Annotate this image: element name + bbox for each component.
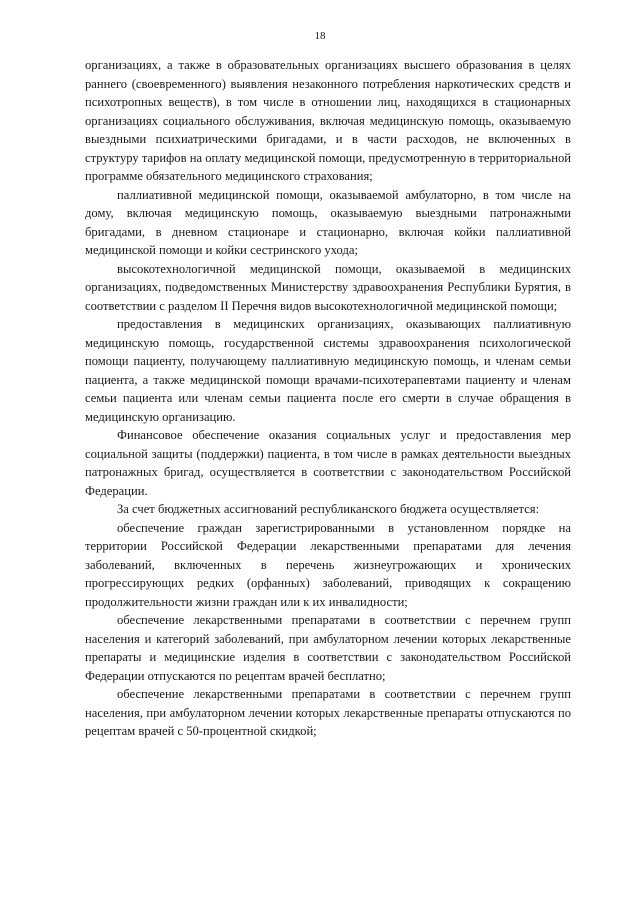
paragraph-social-services-financing: Финансовое обеспечение оказания социальных услуг и предоставления мер социальной защиты (поддержки) пациента, в том числе в рамках деятельности выездных патронажных бригад, осуществляется в соответствии с законодательством Российской Федерации.: [85, 428, 571, 498]
paragraph-continued: организациях, а также в образовательных организациях высшего образования в целях раннего (своевременного) выявления незаконного потребления наркотических средств и психотропных веществ), в том числе в отношении лиц, находящихся в стационарных организациях социального обслуживания, включая медицинскую помощь, оказываемую выездными психиатрическими бригадами, и в части расходов, не включенных в структуру тарифов на оплату медицинской помощи, предусмотренную в территориальной программе обязательного медицинского страхования;: [85, 58, 571, 183]
paragraph-orphan-diseases: обеспечение граждан зарегистрированными в установленном порядке на территории Российской Федерации лекарственными препаратами для лечения заболеваний, включенных в перечень жизнеугрожающих и хронических прогрессирующих редких (орфанных) заболеваний, приводящих к сокращению продолжительности жизни граждан или к их инвалидности;: [85, 520, 571, 609]
paragraph-free-prescriptions: обеспечение лекарственными препаратами в соответствии с перечнем групп населения и категорий заболеваний, при амбулаторном лечении которых лекарственные препараты и медицинские изделия в соответствии с законодательством Российской Федерации отпускаются по рецептам врачей бесплатно;: [85, 613, 571, 683]
paragraph-psychological-help: предоставления в медицинских организациях, оказывающих паллиативную медицинскую помощь, государственной системы здравоохранения психологической помощи пациенту, получающему паллиативную медицинскую помощь, и членам семьи пациента, а также медицинской помощи врачами-психотерапевтами пациенту и членам семьи пациента или членам семьи пациента после его смерти в случае обращения в медицинскую организацию.: [85, 317, 571, 424]
paragraph-high-tech-care: высокотехнологичной медицинской помощи, оказываемой в медицинских организациях, подведомственных Министерству здравоохранения Республики Бурятия, в соответствии с разделом II Перечня видов высокотехнологичной медицинской помощи;: [85, 261, 571, 313]
paragraph-republican-budget: За счет бюджетных ассигнований республиканского бюджета осуществляется:: [117, 502, 540, 516]
paragraph-discount-prescriptions: обеспечение лекарственными препаратами в соответствии с перечнем групп населения, при амбулаторном лечении которых лекарственные препараты отпускаются по рецептам врачей с 50-процентной скидкой;: [85, 687, 571, 738]
paragraph-palliative-care: паллиативной медицинской помощи, оказываемой амбулаторно, в том числе на дому, включая медицинскую помощь, оказываемую выездными патронажными бригадами, в дневном стационаре и стационарно, включая койки паллиативной медицинской помощи и койки сестринского ухода;: [85, 187, 571, 257]
document-body: [85, 56, 571, 741]
page-number: 18: [314, 30, 326, 42]
